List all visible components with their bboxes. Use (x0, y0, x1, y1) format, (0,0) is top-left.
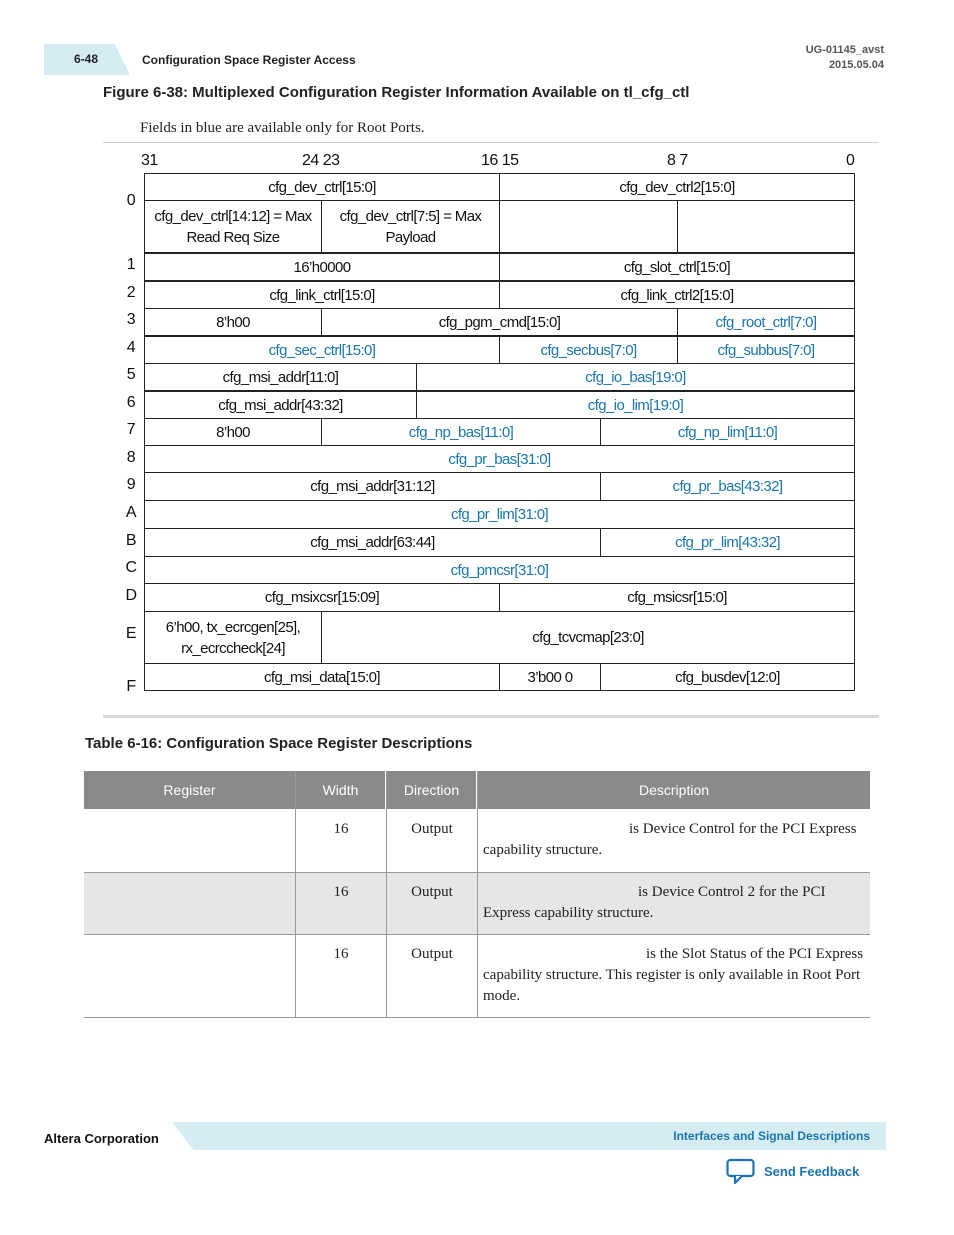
register-field: cfg_slot_ctrl[15:0] (499, 253, 855, 281)
register-field (677, 200, 855, 253)
register-field: cfg_msi_addr[31:12] (144, 472, 601, 501)
row-label-4: 4 (126, 339, 136, 356)
register-field: cfg_msi_addr[43:32] (144, 391, 417, 419)
footer-company: Altera Corporation (44, 1131, 159, 1146)
register-field: cfg_np_lim[11:0] (600, 418, 855, 446)
register-field: cfg_sec_ctrl[15:0] (144, 336, 500, 364)
table-cell-width: 16 (333, 946, 349, 962)
table-row-divider (84, 872, 870, 873)
register-field: cfg_msixcsr[15:09] (144, 583, 500, 612)
bit-label-8-7: 8 7 (667, 152, 688, 169)
row-label-D: D (125, 587, 137, 604)
send-feedback-label: Send Feedback (764, 1163, 860, 1179)
doc-date: 2015.05.04 (828, 59, 884, 71)
table-col-divider (386, 771, 387, 1017)
register-field: cfg_link_ctrl2[15:0] (499, 281, 855, 309)
register-field: cfg_dev_ctrl2[15:0] (499, 173, 855, 201)
col-header-register: Register (84, 771, 295, 809)
register-field: 16’h0000 (144, 253, 500, 281)
figure-title: Figure 6-38: Multiplexed Configuration Register Information Available on tl_cfg_ctl (103, 84, 690, 101)
register-field: cfg_dev_ctrl[7:5] = Max Payload (321, 200, 500, 253)
table-col-divider (295, 771, 296, 1017)
register-field: cfg_io_lim[19:0] (416, 391, 855, 419)
register-field: cfg_msi_data[15:0] (144, 663, 500, 691)
table-cell-direction: Output (411, 884, 453, 900)
table-cell-description: is Device Control for the PCI Express capability structure. (483, 821, 857, 858)
figure-bottom-rule (103, 715, 879, 718)
row-label-B: B (125, 532, 137, 549)
register-field: cfg_pmcsr[31:0] (144, 556, 855, 584)
doc-id-block (806, 43, 884, 73)
register-field: cfg_busdev[12:0] (600, 663, 855, 691)
table-row-divider (84, 1017, 870, 1018)
register-field: cfg_msi_addr[11:0] (144, 363, 417, 391)
bit-label-0: 0 (846, 152, 855, 169)
table-row-divider (84, 934, 870, 935)
row-label-A: A (125, 504, 137, 521)
register-field (499, 200, 678, 253)
row-label-C: C (125, 559, 137, 576)
row-label-0: 0 (126, 192, 136, 209)
row-label-F: F (126, 678, 136, 695)
send-feedback-link[interactable] (726, 1157, 859, 1185)
register-field: cfg_link_ctrl[15:0] (144, 281, 500, 309)
footer-chapter-link[interactable]: Interfaces and Signal Descriptions (673, 1129, 870, 1143)
register-field: 6’h00, tx_ecrcgen[25], rx_ecrccheck[24] (144, 611, 322, 664)
row-label-1: 1 (126, 256, 136, 273)
row-label-3: 3 (126, 311, 136, 328)
row-label-9: 9 (126, 476, 136, 493)
row-label-7: 7 (126, 421, 136, 438)
register-field: 3’b00 0 (499, 663, 601, 691)
table-title: Table 6-16: Configuration Space Register Descriptions (85, 735, 473, 752)
register-field: cfg_root_ctrl[7:0] (677, 308, 855, 336)
register-field: cfg_pr_bas[43:32] (600, 472, 855, 501)
register-field: cfg_pr_bas[31:0] (144, 445, 855, 473)
section-title: Configuration Space Register Access (142, 53, 356, 67)
register-field: cfg_np_bas[11:0] (321, 418, 601, 446)
table-cell-direction: Output (411, 821, 453, 837)
register-field: 8’h00 (144, 308, 322, 336)
register-field: cfg_pgm_cmd[15:0] (321, 308, 678, 336)
col-header-direction: Direction (387, 771, 476, 809)
register-field: 8’h00 (144, 418, 322, 446)
row-label-6: 6 (126, 394, 136, 411)
col-header-width: Width (296, 771, 385, 809)
table-cell-register (84, 872, 295, 934)
bit-label-16-15: 16 15 (481, 152, 519, 169)
register-field: cfg_msicsr[15:0] (499, 583, 855, 612)
table-cell-direction: Output (411, 946, 453, 962)
register-field: cfg_pr_lim[43:32] (600, 528, 855, 557)
row-label-8: 8 (126, 449, 136, 466)
table-cell-width: 16 (333, 884, 349, 900)
register-field: cfg_msi_addr[63:44] (144, 528, 601, 557)
row-label-E: E (125, 625, 137, 642)
row-label-2: 2 (126, 284, 136, 301)
register-field: cfg_io_bas[19:0] (416, 363, 855, 391)
table-cell-width: 16 (333, 821, 349, 837)
register-field: cfg_dev_ctrl[14:12] = Max Read Req Size (144, 200, 322, 253)
register-field: cfg_tcvcmap[23:0] (321, 611, 855, 664)
table-cell-register (84, 934, 295, 1017)
table-cell-description: is the Slot Status of the PCI Express capability structure. This register is only available in Root Port mode. (483, 946, 864, 1004)
doc-id: UG-01145_avst (805, 44, 884, 56)
feedback-bubble-icon (726, 1157, 756, 1185)
figure-top-rule (103, 142, 879, 143)
col-header-description: Description (478, 771, 870, 809)
table-cell-register (84, 809, 295, 872)
table-col-divider (477, 771, 478, 1017)
bit-label-24-23: 24 23 (302, 152, 340, 169)
row-label-5: 5 (126, 366, 136, 383)
register-field: cfg_dev_ctrl[15:0] (144, 173, 500, 201)
page-number: 6-48 (74, 52, 99, 66)
bit-label-31: 31 (141, 152, 158, 169)
figure-note: Fields in blue are available only for Root Ports. (140, 120, 425, 136)
register-field: cfg_subbus[7:0] (677, 336, 855, 364)
table-cell-description: is Device Control 2 for the PCI Express capability structure. (483, 884, 826, 921)
register-field: cfg_secbus[7:0] (499, 336, 678, 364)
register-field: cfg_pr_lim[31:0] (144, 500, 855, 529)
